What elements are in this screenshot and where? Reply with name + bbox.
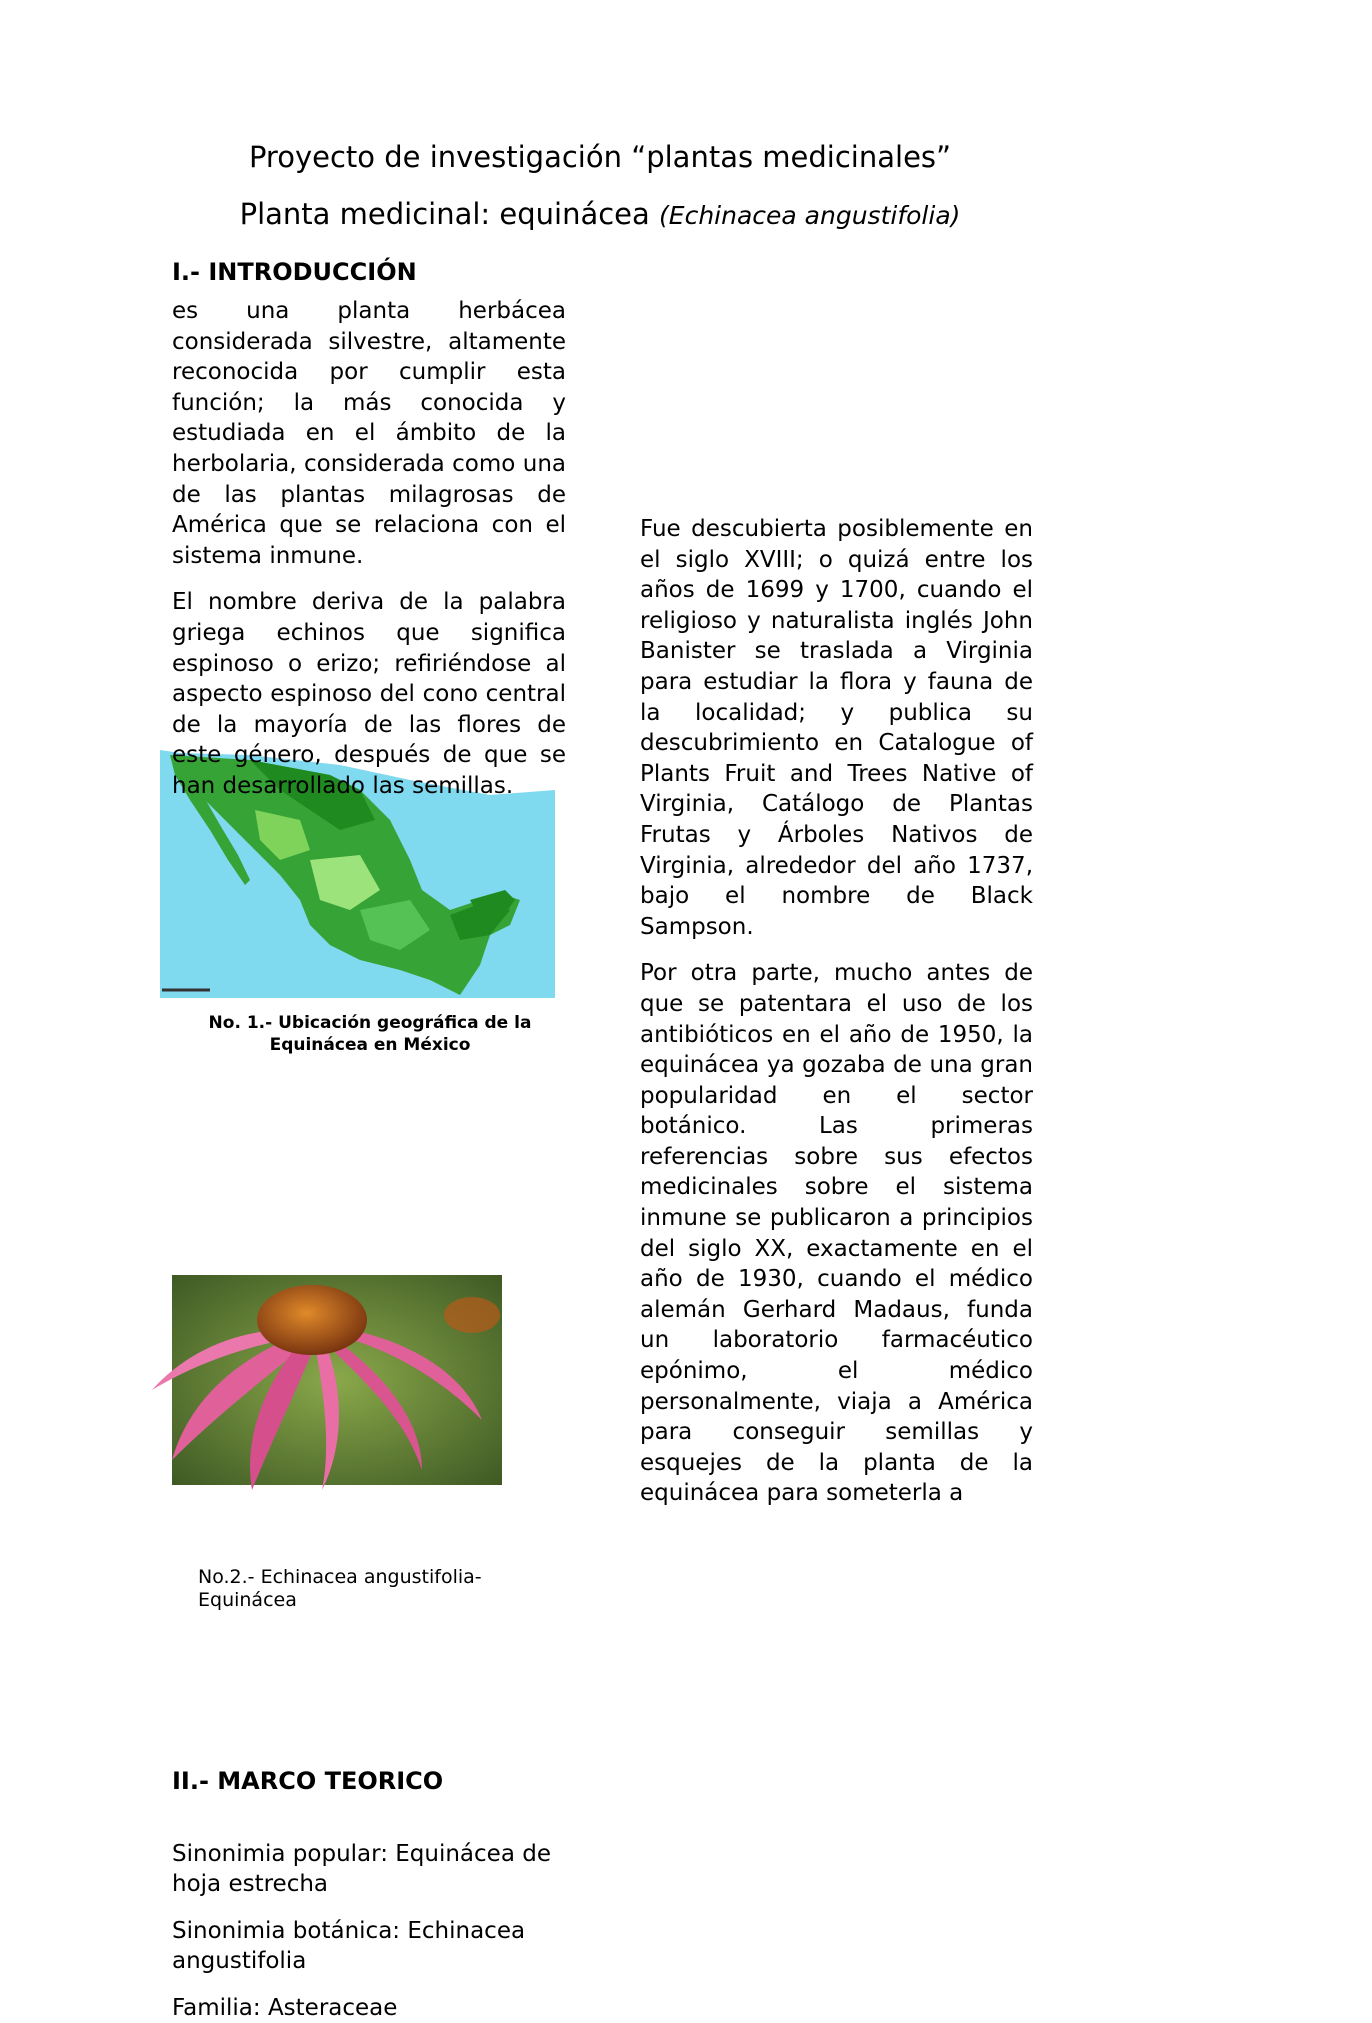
marco-item: Familia: Asteraceae [172, 1993, 566, 2023]
subtitle-main: Planta medicinal: equinácea [240, 197, 659, 231]
flower-caption: No.2.- Echinacea angustifolia-Equinácea [198, 1566, 538, 1589]
right-paragraph-2: Por otra parte, mucho antes de que se patentara el uso de los antibióticos en el año de 1950, la equinácea ya gozaba de una gran popularidad en el sector botánico. Las primeras referencias sobre sus efectos medicinales sobre el sistema inmune se publicaron a principios del siglo XX, exactamente en el año de 1930, cuando el médico alemán Gerhard Madaus, funda un laboratorio farmacéutico epónimo, el médico personalmente, viaja a América para conseguir semillas y esquejes de la planta de la equinácea para someterla a [640, 958, 1033, 1509]
map-caption: No. 1.- Ubicación geográfica de la Equinácea en México [180, 1012, 560, 1034]
echinacea-flower-svg [172, 1275, 502, 1485]
marco-item: Sinonimia botánica: Echinacea angustifolia [172, 1916, 566, 1977]
right-paragraph-1: Fue descubierta posiblemente en el siglo XVIII; o quizá entre los años de 1699 y 1700, cuando el religioso y naturalista inglés John Banister se traslada a Virginia para estudiar la flora y fauna de la localidad; y publica su descubrimiento en Catalogue of Plants Fruit and Trees Native of Virginia, Catálogo de Plantas Frutas y Árboles Nativos de Virginia, alrededor del año 1737, bajo el nombre de Black Sampson. [640, 514, 1033, 942]
document-subtitle [0, 197, 1200, 231]
right-column [640, 514, 1033, 1536]
intro-column [172, 296, 566, 802]
document-title: Proyecto de investigación “plantas medicinales” [0, 140, 1200, 174]
subtitle-scientific-name: (Echinacea angustifolia) [659, 201, 960, 230]
intro-paragraph-1: es una planta herbácea considerada silvestre, altamente reconocida por cumplir esta función; la más conocida y estudiada en el ámbito de la herbolaria, considerada como una de las plantas milagrosas de América que se relaciona con el sistema inmune. [172, 296, 566, 571]
marco-heading: II.- MARCO TEORICO [172, 1767, 1372, 1795]
echinacea-flower-image [172, 1275, 502, 1485]
flower-cone [257, 1285, 367, 1355]
intro-heading: I.- INTRODUCCIÓN [172, 258, 417, 286]
marco-column [172, 1839, 566, 2023]
intro-paragraph-2: El nombre deriva de la palabra griega echinos que significa espinoso o erizo; refiriéndose al aspecto espinoso del cono central de la mayoría de las flores de este género, después de que se han desarrollado las semillas. [172, 587, 566, 801]
marco-item: Sinonimia popular: Equinácea de hoja estrecha [172, 1839, 566, 1900]
